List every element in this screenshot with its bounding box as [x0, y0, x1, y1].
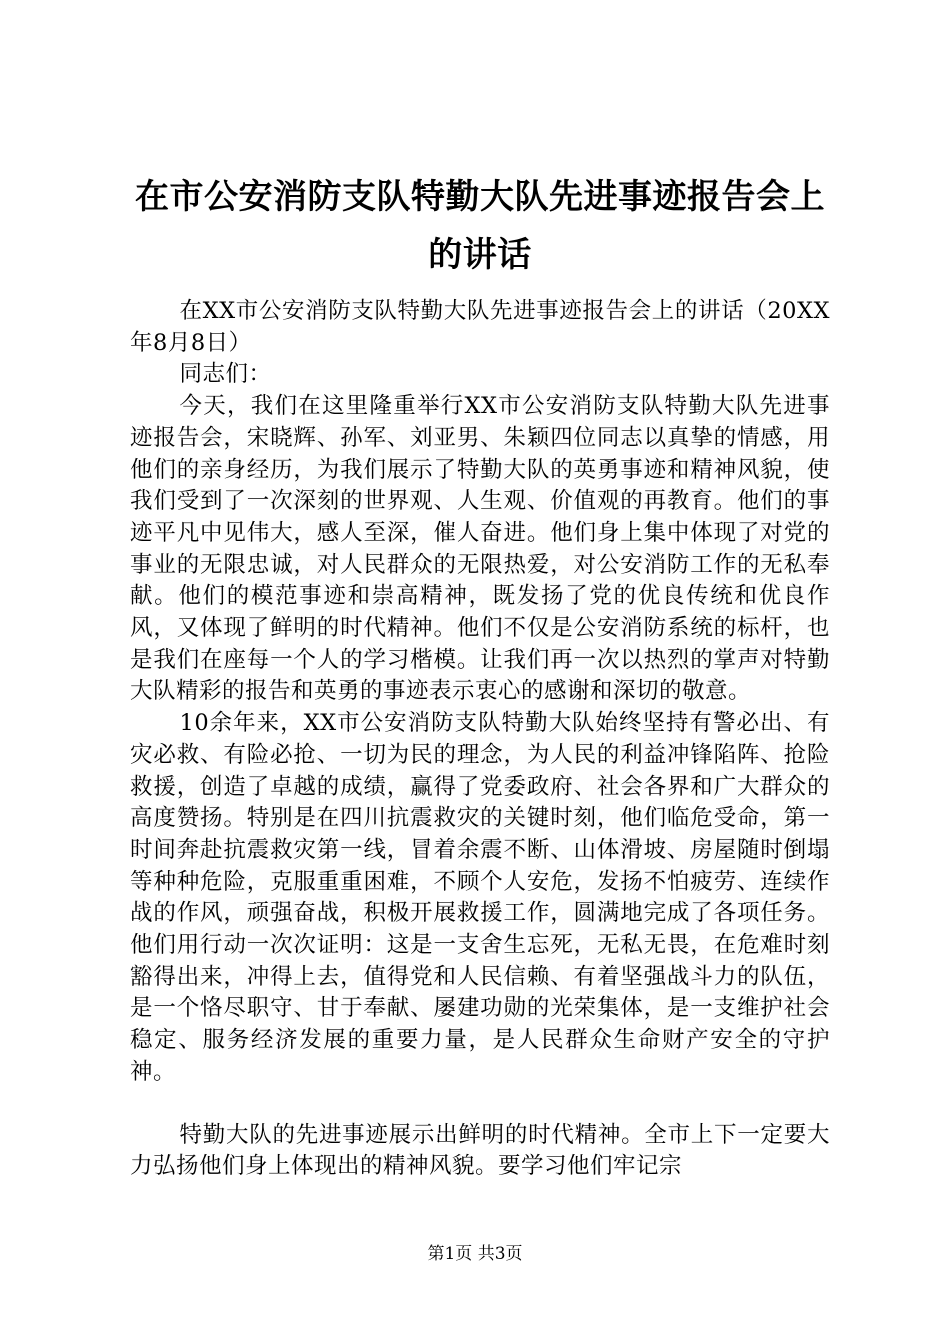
- page-number-footer: 第1页 共3页: [427, 1244, 523, 1264]
- document-body: [130, 296, 830, 1183]
- body-paragraph: 特勤大队的先进事迹展示出鲜明的时代精神。全市上下一定要大力弘扬他们身上体现出的精神风貌。要学习他们牢记宗: [130, 1121, 830, 1180]
- body-paragraph: 今天，我们在这里隆重举行XX市公安消防支队特勤大队先进事迹报告会，宋晓辉、孙军、刘亚男、朱颖四位同志以真挚的情感，用他们的亲身经历，为我们展示了特勤大队的英勇事迹和精神风貌，使我们受到了一次深刻的世界观、人生观、价值观的再教育。他们的事迹平凡中见伟大，感人至深，催人奋进。他们身上集中体现了对党的事业的无限忠诚，对人民群众的无限热爱，对公安消防工作的无私奉献。他们的模范事迹和崇高精神，既发扬了党的优良传统和优良作风，又体现了鲜明的时代精神。他们不仅是公安消防系统的标杆，也是我们在座每一个人的学习楷模。让我们再一次以热烈的掌声对特勤大队精彩的报告和英勇的事迹表示衷心的感谢和深切的敬意。: [130, 393, 830, 705]
- page-title: 在市公安消防支队特勤大队先进事迹报告会上的讲话: [135, 177, 825, 275]
- salutation: 同志们：: [179, 361, 272, 388]
- subtitle-paragraph: 在XX市公安消防支队特勤大队先进事迹报告会上的讲话（20XX年8月8日）: [130, 298, 830, 356]
- body-paragraph: 10余年来，XX市公安消防支队特勤大队始终坚持有警必出、有灾必救、有险必抢、一切为民的理念，为人民的利益冲锋陷阵、抢险救援，创造了卓越的成绩，赢得了党委政府、社会各界和广大群众的高度赞扬。特别是在四川抗震救灾的关键时刻，他们临危受命，第一时间奔赴抗震救灾第一线，冒着余震不断、山体滑坡、房屋随时倒塌等种种危险，克服重重困难，不顾个人安危，发扬不怕疲劳、连续作战的作风，顽强奋战，积极开展救援工作，圆满地完成了各项任务。他们用行动一次次证明：这是一支舍生忘死，无私无畏，在危难时刻豁得出来，冲得上去，值得党和人民信赖、有着坚强战斗力的队伍，是一个恪尽职守、甘于奉献、屡建功勋的光荣集体，是一支维护社会稳定、服务经济发展的重要力量，是人民群众生命财产安全的守护神。: [130, 710, 830, 1085]
